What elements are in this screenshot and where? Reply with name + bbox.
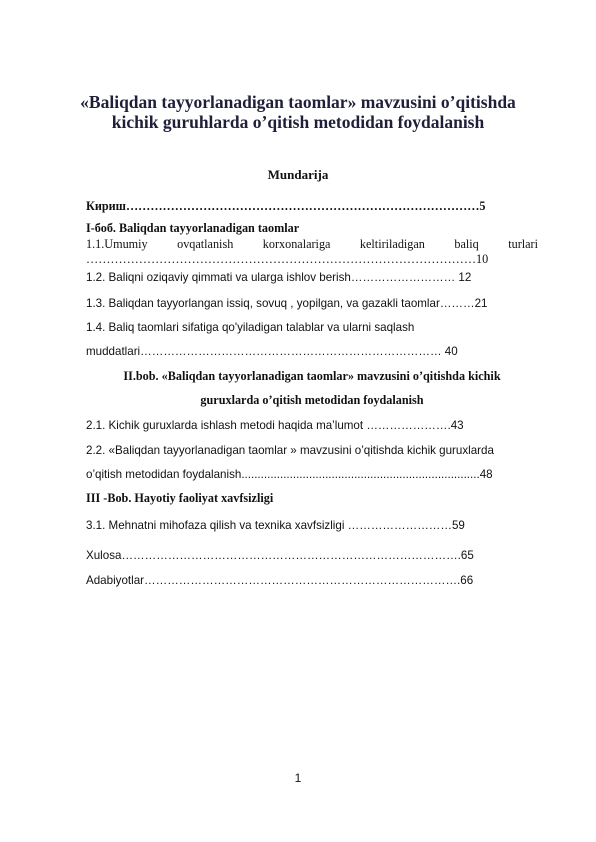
toc-item-1-1-word: baliq <box>454 237 479 251</box>
toc-item-1-1 <box>86 237 538 252</box>
toc-intro: Кириш……………………………………………………………………………5 <box>86 199 486 213</box>
toc-conclusion: Xulosa…………………………………………………………………………….65 <box>86 549 474 562</box>
toc-item-3-1: 3.1. Mehnatni mihofaza qilish va texnika xavfsizligi ………………………59 <box>86 519 465 532</box>
page-number: 1 <box>294 771 302 785</box>
toc-item-2-1: 2.1. Kichik guruxlarda ishlash metodi haqida ma’lumot ………………….43 <box>86 419 464 432</box>
toc-item-1-1-word: turlari <box>508 237 538 251</box>
title-line-1: «Baliqdan tayyorlanadigan taomlar» mavzusini o’qitishda <box>80 92 516 112</box>
toc-item-1-2: 1.2. Baliqni oziqaviy qimmati va ularga ishlov berish……………………… 12 <box>86 271 472 284</box>
contents-heading: Mundarija <box>267 167 329 182</box>
toc-chapter-1: I-боб. Baliqdan tayyorlanadigan taomlar <box>86 221 300 235</box>
toc-item-1-1-word: ovqatlanish <box>177 237 234 251</box>
toc-item-1-1-word: 1.1.Umumiy <box>86 237 148 251</box>
document-title <box>60 92 536 132</box>
toc-item-1-1-word: keltiriladigan <box>359 237 425 251</box>
toc-item-1-4-line2: muddatlari…………………………………………………………………… 40 <box>86 345 458 358</box>
toc-item-1-1-dots: ……………………………………………………………………………………10 <box>86 252 489 266</box>
toc-item-1-1-word: korxonalariga <box>262 237 331 251</box>
toc-references: Adabiyotlar……………………………………………………………………….66 <box>86 574 474 587</box>
toc-chapter-2-line1: II.bob. «Baliqdan tayyorlanadigan taomlar» mavzusini o’qitishda kichik <box>123 369 501 383</box>
toc-chapter-3: III -Bob. Hayotiy faoliyat xavfsizligi <box>86 491 274 505</box>
toc-item-1-3: 1.3. Baliqdan tayyorlangan issiq, sovuq , yopilgan, va gazakli taomlar………21 <box>86 297 488 310</box>
toc-item-2-2-line2: o’qitish metodidan foydalanish..........................................................................48 <box>86 468 493 481</box>
toc-item-1-4-line1: 1.4. Baliq taomlari sifatiga qo'yiladigan talablar va ularni saqlash <box>86 321 415 334</box>
title-line-2: kichik guruhlarda o’qitish metodidan foydalanish <box>111 112 485 132</box>
toc-item-2-2-line1: 2.2. «Baliqdan tayyorlanadigan taomlar » mavzusini o’qitishda kichik guruxlarda <box>86 444 494 457</box>
toc-chapter-2-line2: guruxlarda o’qitish metodidan foydalanish <box>200 393 424 407</box>
